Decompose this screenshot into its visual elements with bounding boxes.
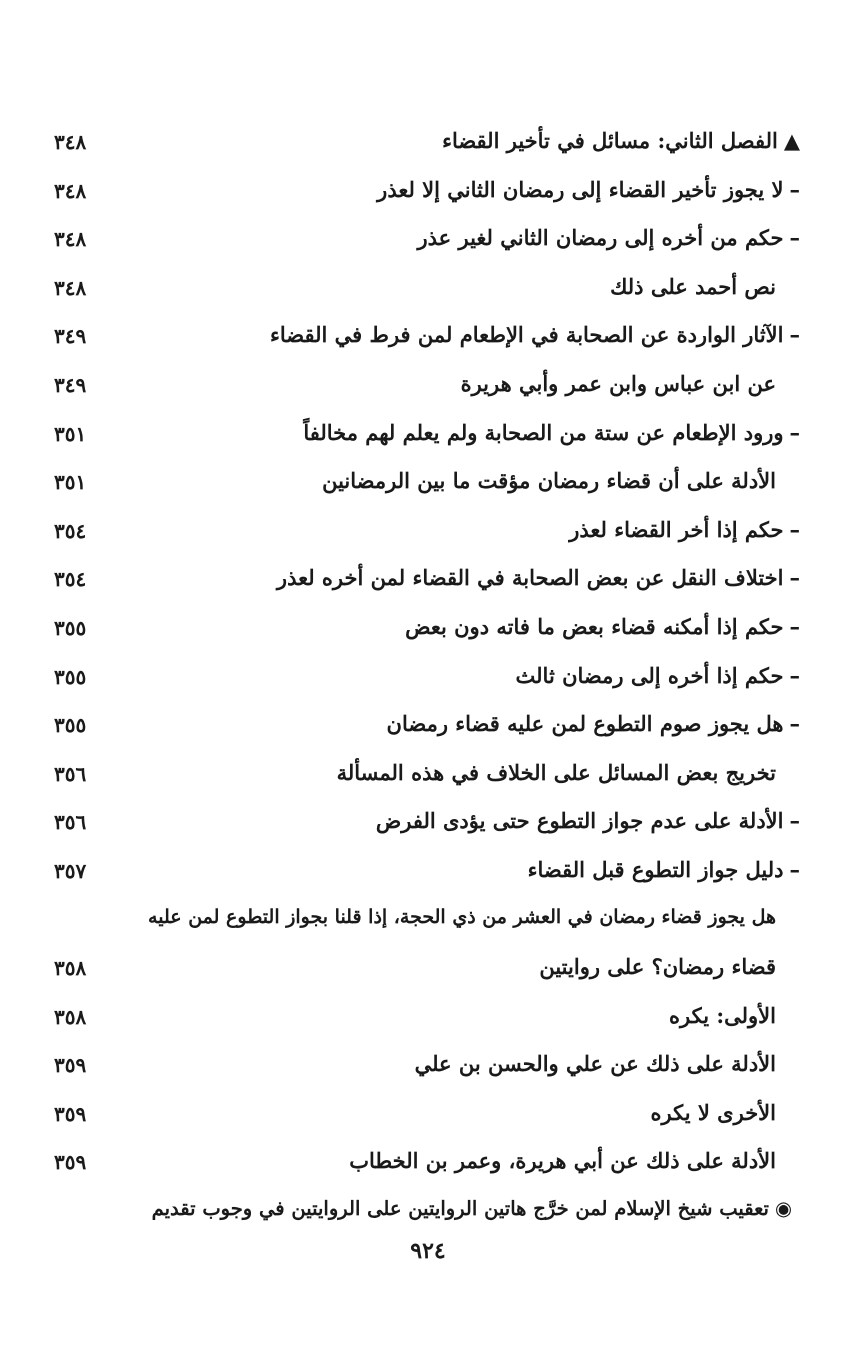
toc-entry <box>40 1043 800 1092</box>
toc-entry-text: الأدلة على ذلك عن علي والحسن بن علي <box>414 1051 776 1077</box>
toc-entry <box>40 800 800 849</box>
toc-page-number: ٣٤٨ <box>54 130 87 154</box>
toc-entry-text: –هل يجوز صوم التطوع لمن عليه قضاء رمضان <box>386 711 800 737</box>
toc-page-number: ٣٥٩ <box>54 1150 87 1175</box>
toc-entry <box>40 314 800 363</box>
dash-icon: – <box>789 711 800 737</box>
toc-entry <box>40 217 800 266</box>
toc-entry-text: –اختلاف النقل عن بعض الصحابة في القضاء لمن أخره لعذر <box>276 565 800 591</box>
toc-entry <box>40 655 800 704</box>
dash-icon: – <box>789 565 800 591</box>
toc-page-number: ٣٤٩ <box>54 372 87 397</box>
toc-entry <box>40 557 800 606</box>
toc-entry-text: الأدلة على ذلك عن أبي هريرة، وعمر بن الخطاب <box>349 1148 776 1174</box>
toc-entry-text: نص أحمد على ذلك <box>610 273 776 299</box>
dash-icon: – <box>789 662 800 688</box>
toc-page-number: ٣٥٤ <box>54 567 87 592</box>
toc-entry <box>40 460 800 509</box>
toc-page-number: ٣٥٥ <box>54 713 87 738</box>
table-of-contents <box>40 120 800 1238</box>
toc-page-number: ٣٤٩ <box>54 324 87 349</box>
toc-entry-text: –ورود الإطعام عن ستة من الصحابة ولم يعلم لهم مخالفاً <box>303 419 800 445</box>
toc-entry-text: قضاء رمضان؟ على روايتين <box>539 954 776 980</box>
toc-entry-text: ▲الفصل الثاني: مسائل في تأخير القضاء <box>442 128 800 153</box>
toc-entry-text: هل يجوز قضاء رمضان في العشر من ذي الحجة، إذا قلنا بجواز التطوع لمن عليه <box>148 905 776 928</box>
toc-entry-text: ◉تعقيب شيخ الإسلام لمن خرَّج هاتين الروايتين على الروايتين في وجوب تقديم <box>151 1197 792 1221</box>
toc-entry-text: –الآثار الواردة عن الصحابة في الإطعام لمن فرط في القضاء <box>270 322 800 348</box>
toc-page-number: ٣٥٥ <box>54 615 87 640</box>
toc-entry <box>40 120 800 169</box>
toc-entry-text: –حكم من أخره إلى رمضان الثاني لغير عذر <box>417 225 800 251</box>
toc-entry-text: الأخرى لا يكره <box>650 1099 776 1125</box>
toc-page-number: ٣٥٦ <box>54 810 87 835</box>
toc-entry <box>40 363 800 412</box>
toc-entry-text: –دليل جواز التطوع قبل القضاء <box>527 856 800 882</box>
toc-entry <box>40 1189 800 1238</box>
toc-page-number: ٣٥٨ <box>54 956 87 981</box>
toc-page-number: ٣٥٦ <box>54 761 87 786</box>
toc-page-number: ٣٥٧ <box>54 858 87 883</box>
toc-entry <box>40 898 800 947</box>
toc-entry-text: عن ابن عباس وابن عمر وأبي هريرة <box>460 370 776 396</box>
toc-page-number: ٣٤٨ <box>54 275 87 300</box>
toc-page-number: ٣٥١ <box>54 470 87 495</box>
toc-page-number: ٣٤٨ <box>54 178 87 203</box>
toc-page-number: ٣٤٨ <box>54 227 87 252</box>
toc-entry-text: تخريج بعض المسائل على الخلاف في هذه المسألة <box>336 759 776 785</box>
toc-entry <box>40 169 800 218</box>
toc-page-number: ٣٥٥ <box>54 664 87 689</box>
dash-icon: – <box>789 176 800 202</box>
toc-entry <box>40 509 800 558</box>
dash-icon: – <box>789 856 800 882</box>
toc-entry <box>40 995 800 1044</box>
dash-icon: – <box>789 808 800 834</box>
toc-page-number: ٣٥٤ <box>54 518 87 543</box>
toc-page-number: ٣٥٨ <box>54 1004 87 1029</box>
toc-entry-text: –لا يجوز تأخير القضاء إلى رمضان الثاني إلا لعذر <box>377 176 800 202</box>
toc-entry <box>40 946 800 995</box>
toc-entry <box>40 849 800 898</box>
toc-entry <box>40 1092 800 1141</box>
toc-entry-text: الأولى: يكره <box>669 1002 776 1028</box>
toc-page-number: ٣٥٩ <box>54 1053 87 1078</box>
toc-page-number: ٣٥١ <box>54 421 87 446</box>
toc-entry-text: –حكم إذا أمكنه قضاء بعض ما فاته دون بعض <box>405 613 800 639</box>
dash-icon: – <box>789 419 800 445</box>
toc-page-number: ٣٥٩ <box>54 1101 87 1126</box>
dash-icon: – <box>789 322 800 348</box>
toc-entry-text: الأدلة على أن قضاء رمضان مؤقت ما بين الرمضانين <box>322 468 776 494</box>
toc-entry <box>40 703 800 752</box>
dash-icon: – <box>789 225 800 251</box>
triangle-icon: ▲ <box>783 128 800 153</box>
toc-entry <box>40 752 800 801</box>
toc-entry-text: –حكم إذا أخر القضاء لعذر <box>569 516 800 542</box>
dash-icon: – <box>789 613 800 639</box>
toc-entry <box>40 412 800 461</box>
toc-entry <box>40 266 800 315</box>
page-number: ٩٢٤ <box>410 1238 446 1264</box>
dash-icon: – <box>789 516 800 542</box>
toc-entry-text: –حكم إذا أخره إلى رمضان ثالث <box>515 662 800 688</box>
toc-entry <box>40 606 800 655</box>
toc-entry <box>40 1140 800 1189</box>
circle-bullet-icon: ◉ <box>774 1197 792 1221</box>
toc-entry-text: –الأدلة على عدم جواز التطوع حتى يؤدى الفرض <box>375 808 800 834</box>
